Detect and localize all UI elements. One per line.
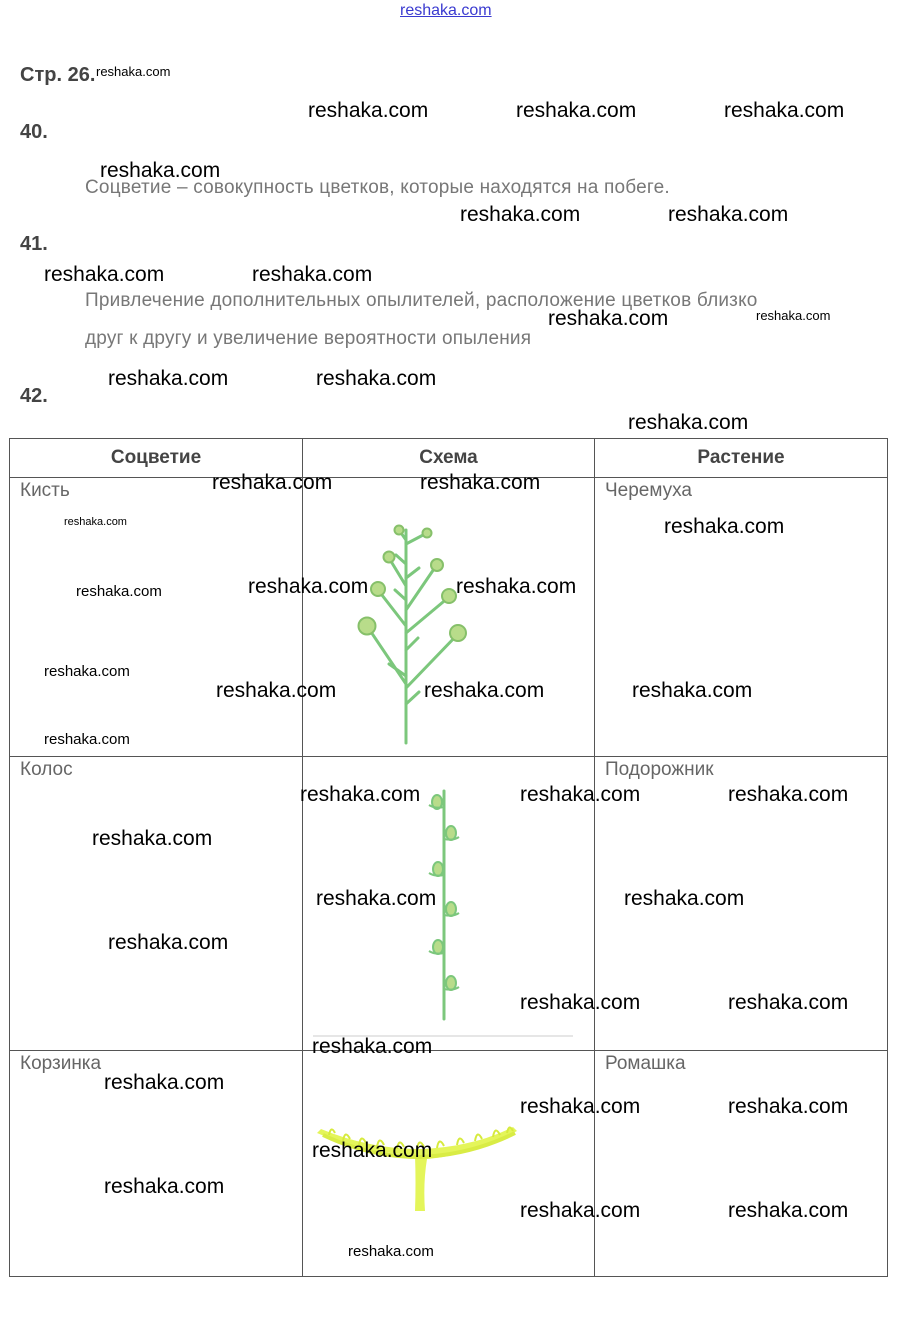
watermark: reshaka.com [308,99,429,122]
watermark: reshaka.com [460,203,581,226]
watermark: reshaka.com [108,931,229,954]
watermark: reshaka.com [424,679,545,702]
watermark: reshaka.com [520,783,641,806]
inflorescence-table [9,438,888,1277]
watermark: reshaka.com [108,367,229,390]
watermark: reshaka.com [420,471,541,494]
watermark: reshaka.com [64,516,127,528]
watermark: reshaka.com [728,1199,849,1222]
watermark: reshaka.com [724,99,845,122]
plant-name: Ромашка [605,1053,686,1074]
inflorescence-name: Колос [20,759,73,780]
watermark: reshaka.com [312,1035,433,1058]
header-scheme: Схема [303,439,595,478]
spike-diagram-icon [303,757,595,1050]
watermark: reshaka.com [624,887,745,910]
watermark: reshaka.com [212,471,333,494]
watermark: reshaka.com [728,1095,849,1118]
watermark: reshaka.com [548,307,669,330]
header-inflorescence: Соцветие [10,439,303,478]
watermark: reshaka.com [248,575,369,598]
watermark: reshaka.com [456,575,577,598]
inflorescence-name: Кисть [20,480,70,501]
watermark: reshaka.com [252,263,373,286]
task-40-number: 40. [20,121,48,143]
watermark: reshaka.com [728,991,849,1014]
watermark: reshaka.com [728,783,849,806]
watermark: reshaka.com [300,783,421,806]
watermark: reshaka.com [628,411,749,434]
site-link[interactable]: reshaka.com [400,2,492,19]
watermark: reshaka.com [316,887,437,910]
watermark: reshaka.com [516,99,637,122]
header-plant: Растение [595,439,888,478]
watermark: reshaka.com [316,367,437,390]
plant-name: Черемуха [605,480,692,501]
watermark: reshaka.com [92,827,213,850]
task-41-answer-line-2: друг к другу и увеличение вероятности опыления [85,328,532,349]
watermark: reshaka.com [668,203,789,226]
watermark: reshaka.com [348,1243,434,1260]
task-41-number: 41. [20,233,48,255]
task-40-answer: Соцветие – совокупность цветков, которые находятся на побеге. [85,177,670,198]
watermark: reshaka.com [76,583,162,600]
watermark: reshaka.com [96,64,171,79]
watermark: reshaka.com [664,515,785,538]
plant-name: Подорожник [605,759,714,780]
task-42-number: 42. [20,385,48,407]
task-41-answer-line-1: Привлечение дополнительных опылителей, расположение цветков близко [85,290,758,311]
raceme-diagram-icon [303,478,595,756]
watermark: reshaka.com [520,991,641,1014]
watermark: reshaka.com [216,679,337,702]
watermark: reshaka.com [44,663,130,680]
watermark: reshaka.com [312,1139,433,1162]
watermark: reshaka.com [104,1175,225,1198]
capitulum-diagram-icon [303,1051,595,1276]
page-heading: Стр. 26. [20,64,96,86]
watermark: reshaka.com [632,679,753,702]
watermark: reshaka.com [104,1071,225,1094]
watermark: reshaka.com [520,1095,641,1118]
table-row [10,1051,888,1277]
watermark: reshaka.com [756,308,831,323]
watermark: reshaka.com [520,1199,641,1222]
watermark: reshaka.com [100,159,221,182]
table-row [10,757,888,1051]
inflorescence-name: Корзинка [20,1053,102,1074]
watermark: reshaka.com [44,263,165,286]
watermark: reshaka.com [44,731,130,748]
table-row [10,478,888,757]
